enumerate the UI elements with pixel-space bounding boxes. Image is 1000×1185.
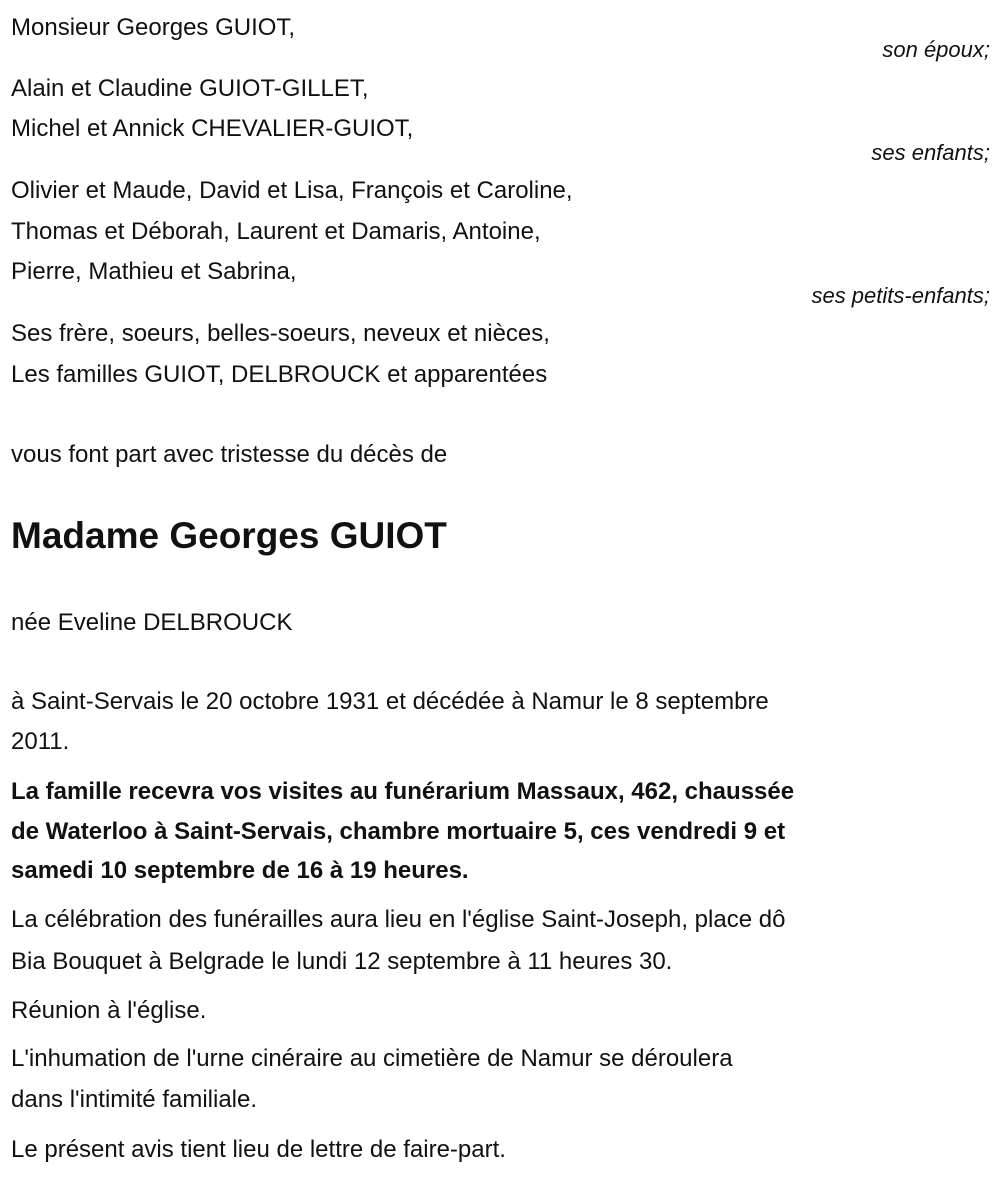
- burial-line: L'inhumation de l'urne cinéraire au cimetière de Namur se déroulera: [11, 1045, 733, 1072]
- grandchildren-line: Olivier et Maude, David et Lisa, François et Caroline,: [11, 177, 573, 204]
- visits-line: La famille recevra vos visites au funérarium Massaux, 462, chaussée: [11, 778, 795, 805]
- closing-text: Le présent avis tient lieu de lettre de faire-part.: [11, 1136, 506, 1163]
- visits-line: de Waterloo à Saint-Servais, chambre mortuaire 5, ces vendredi 9 et: [11, 818, 786, 845]
- spouse-role: son époux;: [882, 37, 990, 62]
- burial-line: dans l'intimité familiale.: [11, 1086, 258, 1113]
- grandchildren-line: Thomas et Déborah, Laurent et Damaris, Antoine,: [11, 218, 541, 245]
- children-role: ses enfants;: [871, 140, 990, 165]
- dates-line: 2011.: [11, 728, 70, 755]
- children-line: Alain et Claudine GUIOT-GILLET,: [11, 75, 369, 102]
- visits-line: samedi 10 septembre de 16 à 19 heures.: [11, 857, 469, 884]
- grandchildren-role: ses petits-enfants;: [811, 283, 990, 308]
- deceased-name: Madame Georges GUIOT: [11, 515, 447, 556]
- grandchildren-line: Pierre, Mathieu et Sabrina,: [11, 258, 297, 285]
- children-line: Michel et Annick CHEVALIER-GUIOT,: [11, 115, 414, 142]
- dates-line: à Saint-Servais le 20 octobre 1931 et décédée à Namur le 8 septembre: [11, 688, 769, 715]
- meeting-text: Réunion à l'église.: [11, 997, 207, 1024]
- relatives-line: Les familles GUIOT, DELBROUCK et apparentées: [11, 361, 548, 388]
- ceremony-line: La célébration des funérailles aura lieu en l'église Saint-Joseph, place dô: [11, 906, 786, 933]
- announcement-text: vous font part avec tristesse du décès de: [11, 441, 448, 468]
- birth-name: née Eveline DELBROUCK: [11, 609, 293, 636]
- relatives-line: Ses frère, soeurs, belles-soeurs, neveux et nièces,: [11, 320, 550, 347]
- spouse-line: Monsieur Georges GUIOT,: [11, 14, 296, 41]
- ceremony-line: Bia Bouquet à Belgrade le lundi 12 septembre à 11 heures 30.: [11, 948, 673, 975]
